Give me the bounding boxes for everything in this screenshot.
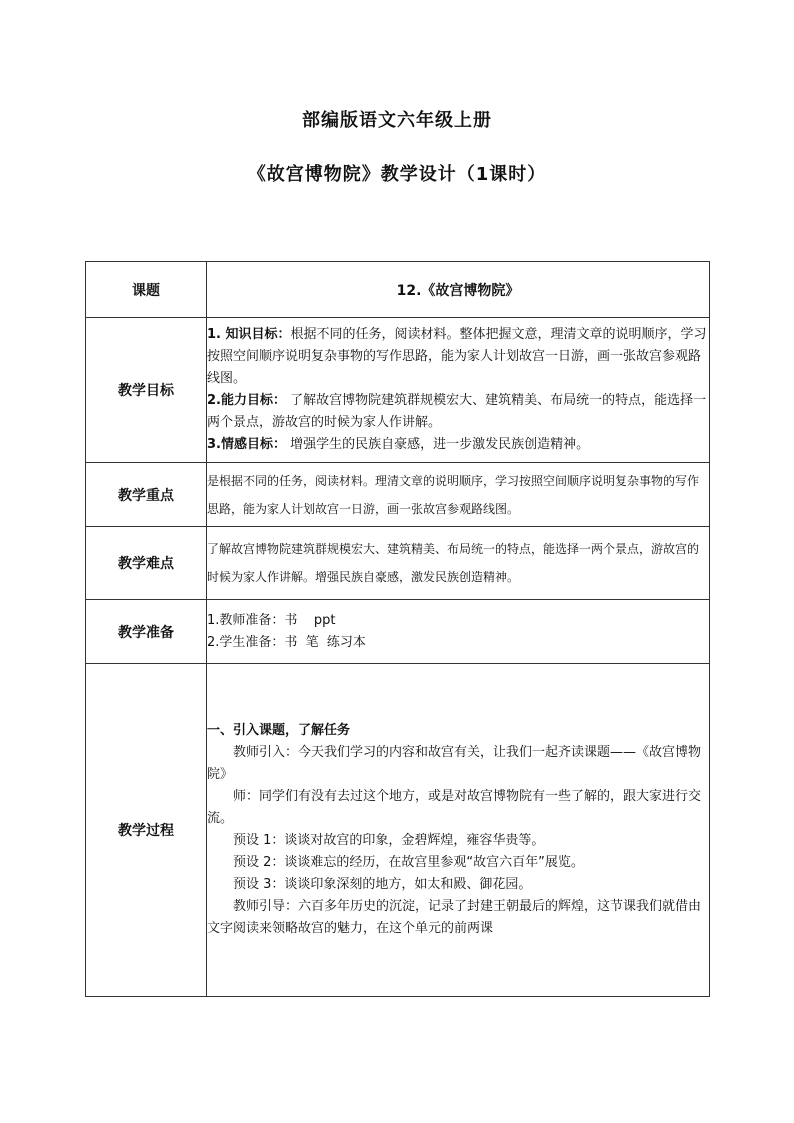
goal-item: 2.能力目标： 了解故宫博物院建筑群规模宏大、建筑精美、布局统一的特点，能选择一两个景点，游故宫的时候为家人作讲解。 bbox=[207, 393, 707, 430]
process-content bbox=[207, 664, 710, 997]
prep-line: 1.教师准备：书 ppt bbox=[207, 612, 336, 628]
lesson-plan-table bbox=[85, 261, 710, 997]
prep-line: 2.学生准备：书 笔 练习本 bbox=[207, 634, 366, 650]
process-paragraph: 预设 2：谈谈难忘的经历，在故宫里参观“故宫六百年”展览。 bbox=[233, 855, 584, 870]
row-process bbox=[86, 664, 710, 997]
difficulties-text: 了解故宫博物院建筑群规模宏大、建筑精美、布局统一的特点，能选择一两个景点，游故宫的时候为家人作讲解。增强民族自豪感，激发民族创造精神。 bbox=[207, 527, 710, 600]
preparation-content bbox=[207, 600, 710, 664]
key-points-text: 是根据不同的任务，阅读材料。理清文章的说明顺序，学习按照空间顺序说明复杂事物的写作思路，能为家人计划故宫一日游，画一张故宫参观路线图。 bbox=[207, 463, 710, 527]
document-subtitle: 《故宫博物院》教学设计（1课时） bbox=[247, 164, 547, 185]
row-preparation bbox=[86, 600, 710, 664]
row-key-points bbox=[86, 463, 710, 527]
process-paragraph: 预设 1：谈谈对故宫的印象，金碧辉煌，雍容华贵等。 bbox=[233, 833, 545, 848]
label-key-points: 教学重点 bbox=[86, 463, 207, 527]
process-paragraph: 师：同学们有没有去过这个地方，或是对故宫博物院有一些了解的，跟大家进行交流。 bbox=[207, 789, 702, 826]
topic-value: 12.《故宫博物院》 bbox=[207, 262, 710, 318]
process-paragraph: 预设 3：谈谈印象深刻的地方，如太和殿、御花园。 bbox=[233, 877, 532, 892]
process-paragraph: 教师引导：六百多年历史的沉淀，记录了封建王朝最后的辉煌，这节课我们就借由文字阅读来领略故宫的魅力，在这个单元的前两课 bbox=[207, 899, 702, 936]
goal-item: 3.情感目标： 增强学生的民族自豪感，进一步激发民族创造精神。 bbox=[207, 437, 590, 452]
process-paragraph: 教师引入：今天我们学习的内容和故宫有关，让我们一起齐读课题——《故宫博物院》 bbox=[207, 745, 702, 782]
label-process: 教学过程 bbox=[86, 664, 207, 997]
goal-item: 1. 知识目标：根据不同的任务，阅读材料。整体把握文意，理清文章的说明顺序，学习按照空间顺序说明复杂事物的写作思路，能为家人计划故宫一日游，画一张故宫参观路线图。 bbox=[207, 327, 707, 386]
row-difficulties bbox=[86, 527, 710, 600]
label-topic: 课题 bbox=[86, 262, 207, 318]
label-difficulties: 教学难点 bbox=[86, 527, 207, 600]
row-goals bbox=[86, 318, 710, 463]
label-preparation: 教学准备 bbox=[86, 600, 207, 664]
document-title: 部编版语文六年级上册 bbox=[302, 110, 492, 131]
row-topic bbox=[86, 262, 710, 318]
label-goals: 教学目标 bbox=[86, 318, 207, 463]
process-heading: 一、引入课题，了解任务 bbox=[207, 723, 351, 738]
goals-content bbox=[207, 318, 710, 463]
